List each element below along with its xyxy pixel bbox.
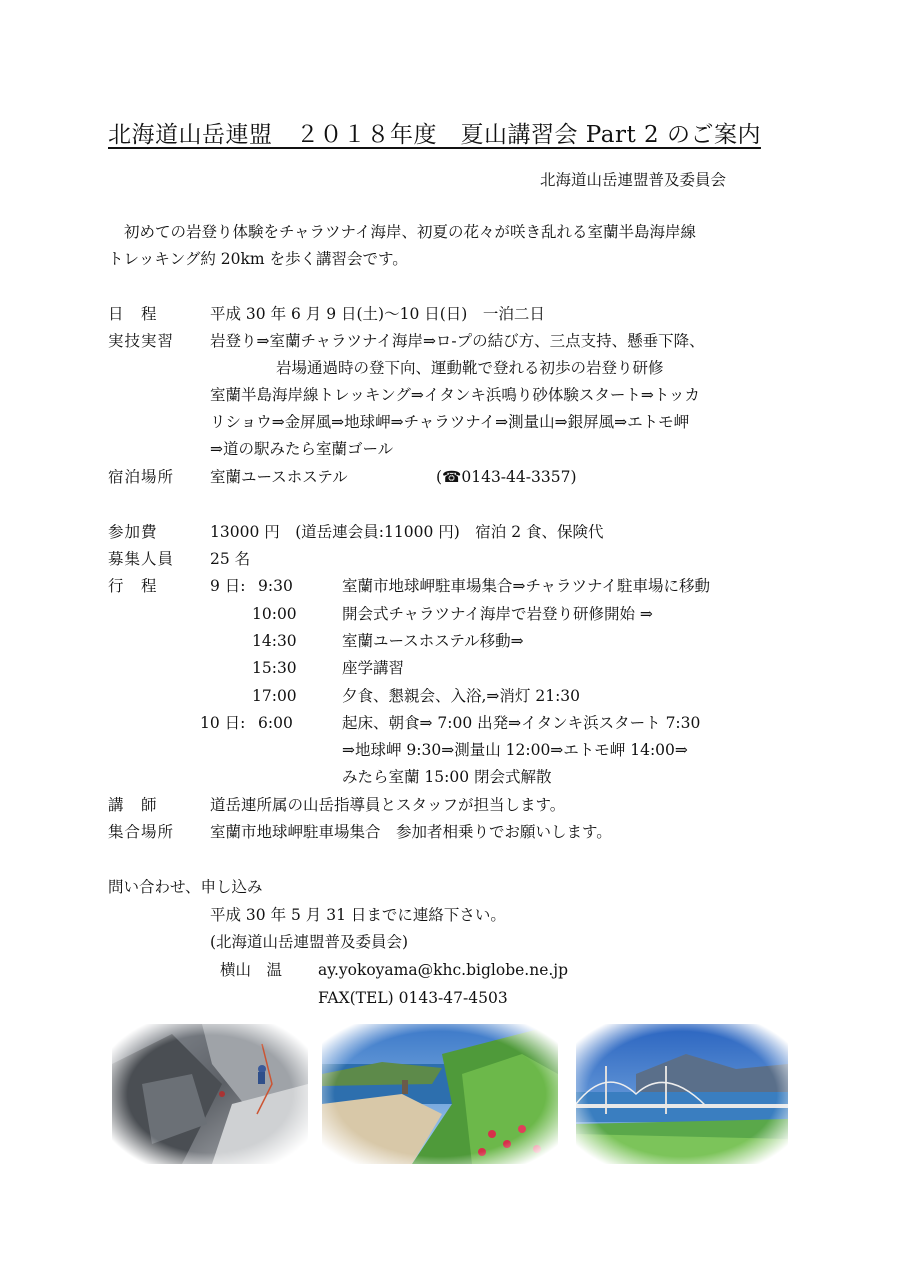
contact-org: (北海道山岳連盟普及委員会): [210, 933, 409, 951]
organizer: 北海道山岳連盟普及委員会: [540, 171, 727, 189]
practice-line-1: 岩登り⇒室蘭チャラツナイ海岸⇒ロ‐プの結び方、三点支持、懸垂下降、: [210, 332, 705, 350]
intro-line-1: 初めての岩登り体験をチャラツナイ海岸、初夏の花々が咲き乱れる室蘭半島海岸線: [124, 223, 696, 241]
itinerary-time: 9:30: [258, 577, 293, 595]
lodging-value: 室蘭ユースホステル: [210, 468, 348, 486]
contact-email: ay.yokoyama@khc.biglobe.ne.jp: [318, 961, 569, 979]
itinerary-text: 座学講習: [342, 659, 405, 677]
intro-line-2: トレッキング約 20km を歩く講習会です。: [108, 250, 408, 268]
page-title: 北海道山岳連盟 ２０１８年度 夏山講習会 Part 2 のご案内: [108, 122, 761, 148]
itinerary-time: 6:00: [258, 714, 293, 732]
contact-deadline: 平成 30 年 5 月 31 日までに連絡下さい。: [210, 906, 506, 924]
itinerary-day: 10 日:: [200, 714, 246, 732]
lodging-label: 宿泊場所: [108, 468, 175, 486]
itinerary-text: 開会式チャラツナイ海岸で岩登り研修開始 ⇒: [342, 605, 653, 623]
schedule-value: 平成 30 年 6 月 9 日(土)～10 日(日) 一泊二日: [210, 305, 545, 323]
fee-value: 13000 円 (道岳連会員:11000 円) 宿泊 2 食、保険代: [210, 523, 604, 541]
itinerary-text: 起床、朝食⇒ 7:00 出発⇒イタンキ浜スタート 7:30: [342, 714, 701, 732]
meeting-value: 室蘭市地球岬駐車場集合 参加者相乗りでお願いします。: [210, 823, 612, 841]
practice-label: 実技実習: [108, 332, 175, 350]
bridge-photo: [576, 1024, 788, 1164]
itinerary-text: 夕食、懇親会、入浴,⇒消灯 21:30: [342, 687, 581, 705]
itinerary-text: みたら室蘭 15:00 閉会式解散: [342, 768, 552, 786]
itinerary-text: ⇒地球岬 9:30⇒測量山 12:00⇒エトモ岬 14:00⇒: [342, 741, 688, 759]
practice-line-5: ⇒道の駅みたら室蘭ゴール: [210, 440, 394, 458]
contact-person: 横山 温: [220, 961, 283, 979]
instructor-value: 道岳連所属の山岳指導員とスタッフが担当します。: [210, 796, 566, 814]
itinerary-text: 室蘭市地球岬駐車場集合⇒チャラツナイ駐車場に移動: [342, 577, 710, 595]
schedule-label: 日 程: [108, 305, 158, 323]
practice-line-2: 岩場通過時の登下向、運動靴で登れる初歩の岩登り研修: [276, 359, 664, 377]
instructor-label: 講 師: [108, 796, 158, 814]
capacity-value: 25 名: [210, 550, 251, 568]
itinerary-label: 行 程: [108, 577, 158, 595]
itinerary-day: 9 日:: [210, 577, 246, 595]
itinerary-text: 室蘭ユースホステル移動⇒: [342, 632, 524, 650]
practice-line-3: 室蘭半島海岸線トレッキング⇒イタンキ浜鳴り砂体験スタート⇒トッカ: [210, 386, 700, 404]
coastline-photo: [322, 1024, 558, 1164]
meeting-label: 集合場所: [108, 823, 175, 841]
itinerary-time: 10:00: [252, 605, 297, 623]
practice-line-4: リショウ⇒金屏風⇒地球岬⇒チャラツナイ⇒測量山⇒銀屏風⇒エトモ岬: [210, 413, 690, 431]
fee-label: 参加費: [108, 523, 158, 541]
rock-climbing-photo: [112, 1024, 308, 1164]
itinerary-time: 15:30: [252, 659, 297, 677]
capacity-label: 募集人員: [108, 550, 175, 568]
itinerary-time: 17:00: [252, 687, 297, 705]
contact-heading: 問い合わせ、申し込み: [108, 878, 263, 896]
itinerary-time: 14:30: [252, 632, 297, 650]
contact-fax: FAX(TEL) 0143-47-4503: [318, 989, 508, 1007]
lodging-phone: (☎0143-44-3357): [436, 468, 577, 486]
